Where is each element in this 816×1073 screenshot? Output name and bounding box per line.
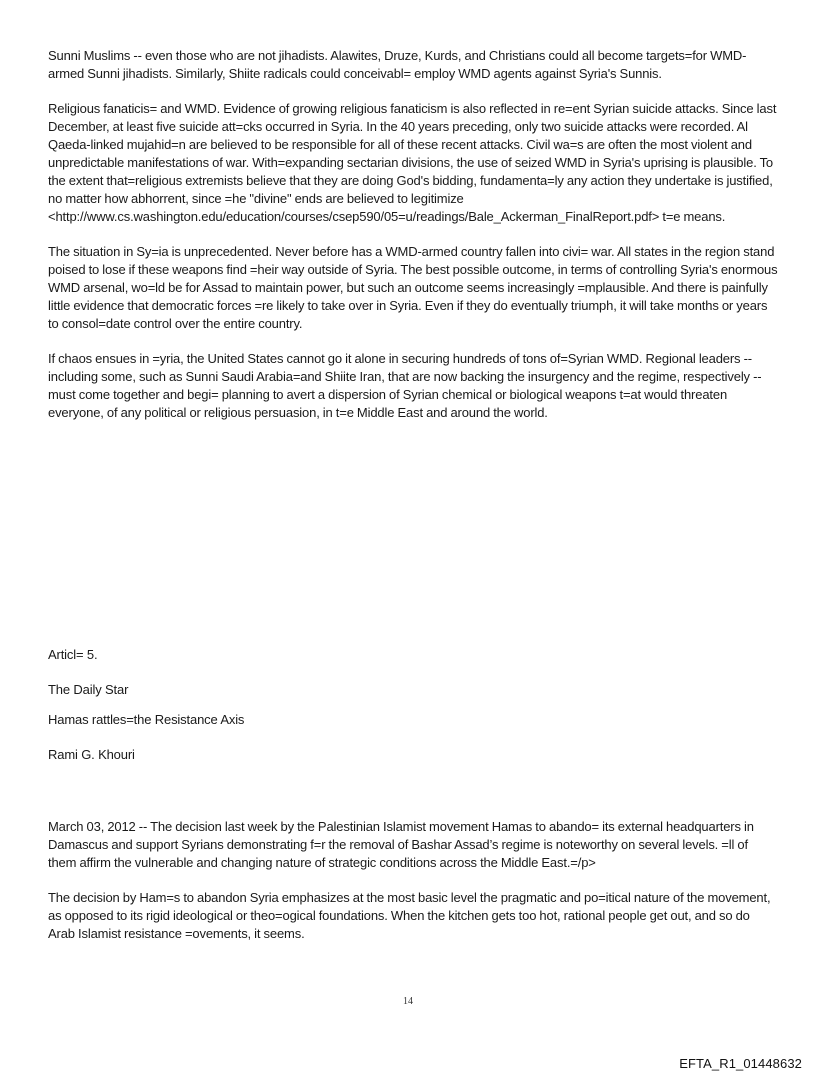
document-page-body bbox=[48, 47, 778, 422]
body-paragraph-link: <http://www.cs.washington.edu/education/courses/csep590/05=u/readings/Bale_Ackerman_FinalReport.pdf> t=e means. bbox=[48, 209, 726, 224]
article-title: Hamas rattles=the Resistance Axis bbox=[48, 712, 245, 727]
document-id-footer: EFTA_R1_01448632 bbox=[679, 1056, 802, 1071]
article-body bbox=[48, 818, 778, 943]
body-paragraph: If chaos ensues in =yria, the United States cannot go it alone in securing hundreds of tons of=Syrian WMD. Regional leaders -- including some, such as Sunni Saudi Arabia=and Shiite Iran, that are now backing the insurgency and the regime, respectively -- must come together and begi= planning to avert a dispersion of Syrian chemical or biological weapons t=at would threaten everyone, of any political or religious persuasion, in t=e Middle East and around the world. bbox=[48, 351, 762, 420]
article-author: Rami G. Khouri bbox=[48, 747, 135, 762]
body-paragraph: March 03, 2012 -- The decision last week by the Palestinian Islamist movement Hamas to abando= its external headquarters in Damascus and support Syrians demonstrating f=r the removal of Bashar Assad’s regime is noteworthy on several levels. =ll of them affirm the vulnerable and changing nature of strategic conditions across the Middle East.=/p> bbox=[48, 819, 754, 870]
body-paragraph: The situation in Sy=ia is unprecedented. Never before has a WMD-armed country fallen into civi= war. All states in the region stand poised to lose if these weapons find =heir way outside of Syria. The best possible outcome, in terms of controlling Syria's enormous WMD arsenal, wo=ld be for Assad to maintain power, but such an outcome seems increasingly =mplausible. And there is painfully little evidence that democratic forces =re likely to take over in Syria. Even if they do eventually triumph, it will take months or years to consol=date control over the entire country. bbox=[48, 244, 778, 331]
body-paragraph: Religious fanaticis= and WMD. Evidence of growing religious fanaticism is also reflected in re=ent Syrian suicide attacks. Since last December, at least five suicide att=cks occurred in Syria. In the 40 years preceding, only two suicide attacks were recorded. Al Qaeda-linked mujahid=n are believed to be responsible for all of these recent attacks. Civil wa=s are often the most violent and unpredictable manifestations of war. With=expanding sectarian divisions, the use of seized WMD in Syria's uprising is plausible. To the extent that=religious extremists believe that they are doing God's bidding, fundamenta=ly any action they undertake is justified, no matter how abhorrent, since =he "divine" ends are believed to legitimize bbox=[48, 101, 777, 206]
page-number: 14 bbox=[403, 996, 413, 1007]
article-label: Articl= 5. bbox=[48, 647, 98, 662]
article-source: The Daily Star bbox=[48, 682, 129, 697]
body-paragraph: Sunni Muslims -- even those who are not jihadists. Alawites, Druze, Kurds, and Christians could all become targets=for WMD-armed Sunni jihadists. Similarly, Shiite radicals could conceivabl= employ WMD agents against Syria's Sunnis. bbox=[48, 48, 747, 81]
body-paragraph: The decision by Ham=s to abandon Syria emphasizes at the most basic level the pragmatic and po=itical nature of the movement, as opposed to its rigid ideological or theo=ogical foundations. When the kitchen gets too hot, rational people get out, and so do Arab Islamist resistance =ovements, it seems. bbox=[48, 890, 771, 941]
